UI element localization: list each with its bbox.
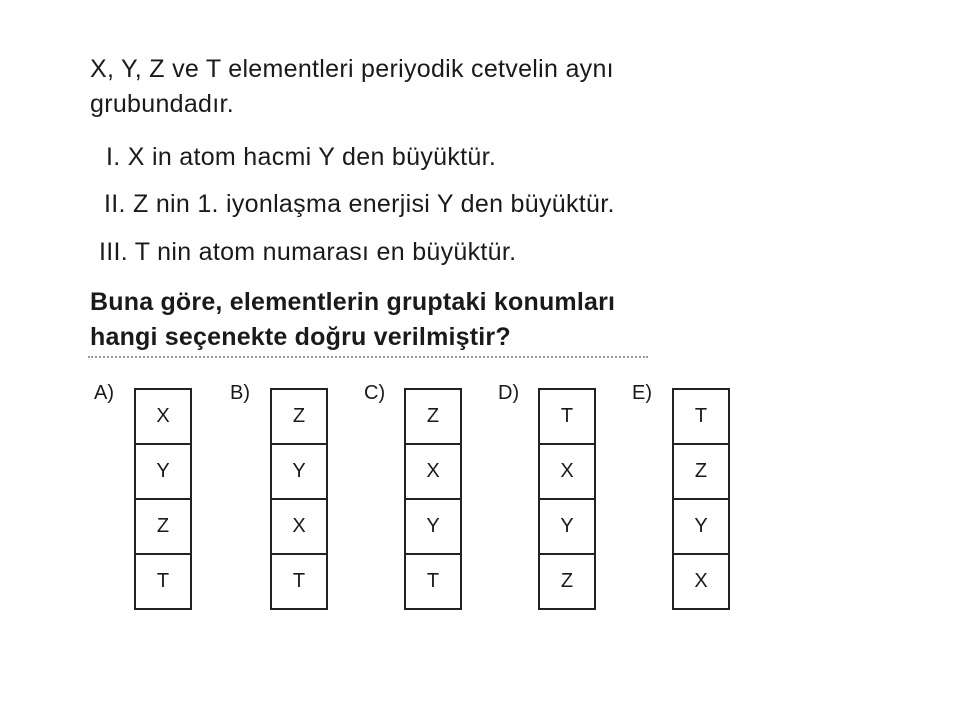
statement-3-text: T nin atom numarası en büyüktür. bbox=[134, 238, 517, 266]
option-a-cell-4: T bbox=[156, 570, 170, 592]
option-c-cell-3: Y bbox=[406, 500, 460, 555]
option-a-stack bbox=[134, 388, 192, 610]
option-b-cell-3: X bbox=[272, 500, 326, 555]
statement-2 bbox=[104, 190, 615, 219]
scan-artifact-divider bbox=[88, 356, 648, 358]
option-b-label: B) bbox=[230, 382, 250, 404]
option-b-cell-2: Y bbox=[272, 445, 326, 500]
option-d-label: D) bbox=[498, 382, 520, 404]
prompt-line-1: Buna göre, elementlerin gruptaki konumları bbox=[90, 288, 616, 316]
option-b-cell-4: T bbox=[292, 570, 306, 592]
option-a-cell-1: X bbox=[136, 390, 190, 445]
option-d-stack bbox=[538, 388, 596, 610]
option-e-label: E) bbox=[632, 382, 652, 404]
statement-3 bbox=[99, 238, 516, 267]
statement-2-text: Z nin 1. iyonlaşma enerjisi Y den büyüktür. bbox=[133, 190, 615, 218]
statement-2-number: II. bbox=[104, 190, 126, 218]
statement-1-text: X in atom hacmi Y den büyüktür. bbox=[127, 143, 497, 171]
option-e-cell-3: Y bbox=[674, 500, 728, 555]
prompt-line-2: hangi seçenekte doğru verilmiştir? bbox=[90, 323, 511, 351]
option-b-cell-1: Z bbox=[272, 390, 326, 445]
stem-line-1: X, Y, Z ve T elementleri periyodik cetvelin aynı bbox=[90, 55, 614, 83]
option-d-cell-4: Z bbox=[560, 570, 574, 592]
statement-1 bbox=[106, 143, 496, 172]
option-e-cell-4: X bbox=[694, 570, 708, 592]
statement-1-number: I. bbox=[106, 143, 121, 171]
option-a-label: A) bbox=[94, 382, 114, 404]
option-c-label: C) bbox=[364, 382, 386, 404]
option-c-stack bbox=[404, 388, 462, 610]
option-d-cell-2: X bbox=[540, 445, 594, 500]
option-b-stack bbox=[270, 388, 328, 610]
option-d-cell-1: T bbox=[540, 390, 594, 445]
option-e-cell-1: T bbox=[674, 390, 728, 445]
option-c-cell-1: Z bbox=[406, 390, 460, 445]
option-e-stack bbox=[672, 388, 730, 610]
option-c-cell-2: X bbox=[406, 445, 460, 500]
option-e-cell-2: Z bbox=[674, 445, 728, 500]
statement-3-number: III. bbox=[99, 238, 128, 266]
option-d-cell-3: Y bbox=[540, 500, 594, 555]
question-stem bbox=[90, 52, 614, 122]
option-a-cell-2: Y bbox=[136, 445, 190, 500]
option-c-cell-4: T bbox=[426, 570, 440, 592]
option-a-cell-3: Z bbox=[136, 500, 190, 555]
stem-line-2: grubundadır. bbox=[90, 90, 234, 118]
question-prompt bbox=[90, 285, 615, 355]
